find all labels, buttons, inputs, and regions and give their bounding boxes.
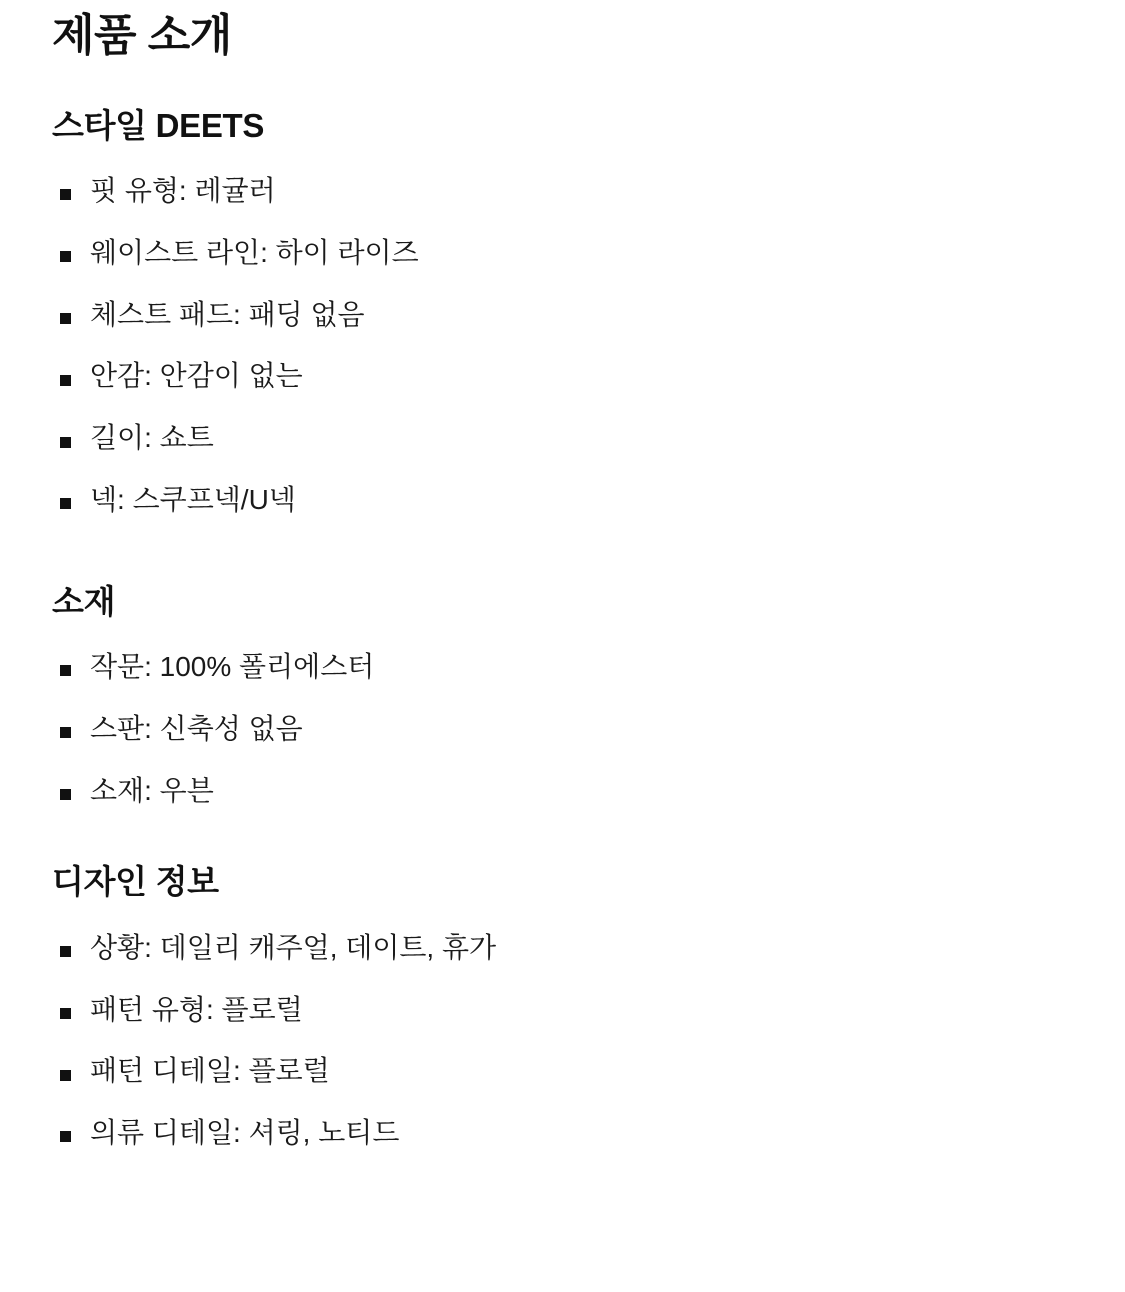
section-heading: 스타일 DEETS [52, 106, 265, 144]
bullet-square-icon [60, 789, 71, 800]
section-design-info [52, 861, 1077, 1151]
list-item-label: 길이: 쇼트 [90, 422, 214, 454]
section-heading: 디자인 정보 [52, 863, 219, 901]
spec-list-material [52, 648, 1077, 809]
bullet-square-icon [60, 665, 71, 676]
list-item-label: 핏 유형: 레귤러 [90, 175, 276, 207]
list-item [52, 419, 1077, 457]
bullet-square-icon [60, 1131, 71, 1142]
list-item [52, 357, 1077, 395]
list-item [52, 172, 1077, 210]
list-item [52, 648, 1077, 686]
list-item-label: 웨이스트 라인: 하이 라이즈 [90, 236, 419, 268]
list-item [52, 1114, 1077, 1152]
section-style-deets [52, 105, 1077, 519]
bullet-square-icon [60, 1070, 71, 1081]
list-item [52, 772, 1077, 810]
section-heading: 소재 [52, 582, 116, 620]
list-item-label: 작문: 100% 폴리에스터 [90, 651, 375, 683]
section-material [52, 581, 1077, 810]
list-item [52, 296, 1077, 334]
bullet-square-icon [60, 498, 71, 509]
list-item-label: 소재: 우븐 [90, 774, 214, 806]
product-description-page [0, 10, 1125, 1152]
list-item-label: 상황: 데일리 캐주얼, 데이트, 휴가 [90, 931, 497, 963]
bullet-square-icon [60, 375, 71, 386]
page-title: 제품 소개 [52, 11, 232, 60]
bullet-square-icon [60, 727, 71, 738]
bullet-square-icon [60, 251, 71, 262]
bullet-square-icon [60, 313, 71, 324]
list-item-label: 패턴 유형: 플로럴 [90, 993, 303, 1025]
list-item [52, 991, 1077, 1029]
list-item-label: 의류 디테일: 셔링, 노티드 [90, 1117, 400, 1149]
list-item-label: 체스트 패드: 패딩 없음 [90, 298, 365, 330]
list-item-label: 넥: 스쿠프넥/U넥 [90, 484, 296, 516]
bullet-square-icon [60, 437, 71, 448]
list-item-label: 안감: 안감이 없는 [90, 360, 303, 392]
list-item [52, 710, 1077, 748]
list-item [52, 1052, 1077, 1090]
spec-list-design-info [52, 929, 1077, 1152]
bullet-square-icon [60, 946, 71, 957]
list-item-label: 스판: 신축성 없음 [90, 712, 303, 744]
list-item [52, 481, 1077, 519]
list-item [52, 234, 1077, 272]
spec-list-style-deets [52, 172, 1077, 519]
list-item [52, 929, 1077, 967]
bullet-square-icon [60, 1008, 71, 1019]
list-item-label: 패턴 디테일: 플로럴 [90, 1055, 330, 1087]
bullet-square-icon [60, 189, 71, 200]
